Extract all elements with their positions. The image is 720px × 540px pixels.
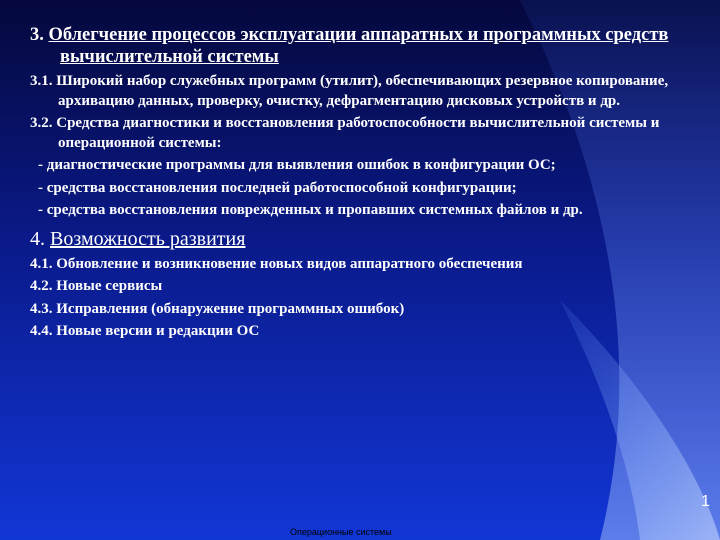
page-number: 1 xyxy=(701,493,710,510)
dash-item-system-files: - средства восстановления поврежденных и пропавших системных файлов и др. xyxy=(38,202,583,218)
item-3-2: 3.2. Средства диагностики и восстановления работоспособности вычислительной системы и операционной системы: xyxy=(30,115,660,151)
item-4-4: 4.4. Новые версии и редакции ОС xyxy=(30,323,260,339)
section-4-number: 4. xyxy=(30,227,50,250)
dash-item-diagnostics: - диагностические программы для выявления ошибок в конфигурации ОС; xyxy=(38,157,556,173)
dash-item-last-config: - средства восстановления последней работоспособной конфигурации; xyxy=(38,179,517,196)
section-4-title xyxy=(30,227,700,251)
item-4-1: 4.1. Обновление и возникновение новых видов аппаратного обеспечения xyxy=(30,255,523,272)
section-4-title-text: Возможность развития xyxy=(50,227,246,250)
section-3-title xyxy=(30,24,700,68)
item-4-2: 4.2. Новые сервисы xyxy=(30,278,163,294)
item-4-3: 4.3. Исправления (обнаружение программных ошибок) xyxy=(30,300,405,317)
section-3-number: 3. xyxy=(30,25,49,45)
slide-content xyxy=(30,24,700,345)
section-3-title-text: Облегчение процессов эксплуатации аппаратных и программных средств вычислительной системы xyxy=(48,25,669,67)
footer-text: Операционные системы xyxy=(290,527,392,537)
item-3-1: 3.1. Широкий набор служебных программ (утилит), обеспечивающих резервное копирование, архивацию данных, проверку, очистку, дефрагментацию дисковых устройств и др. xyxy=(30,73,669,109)
